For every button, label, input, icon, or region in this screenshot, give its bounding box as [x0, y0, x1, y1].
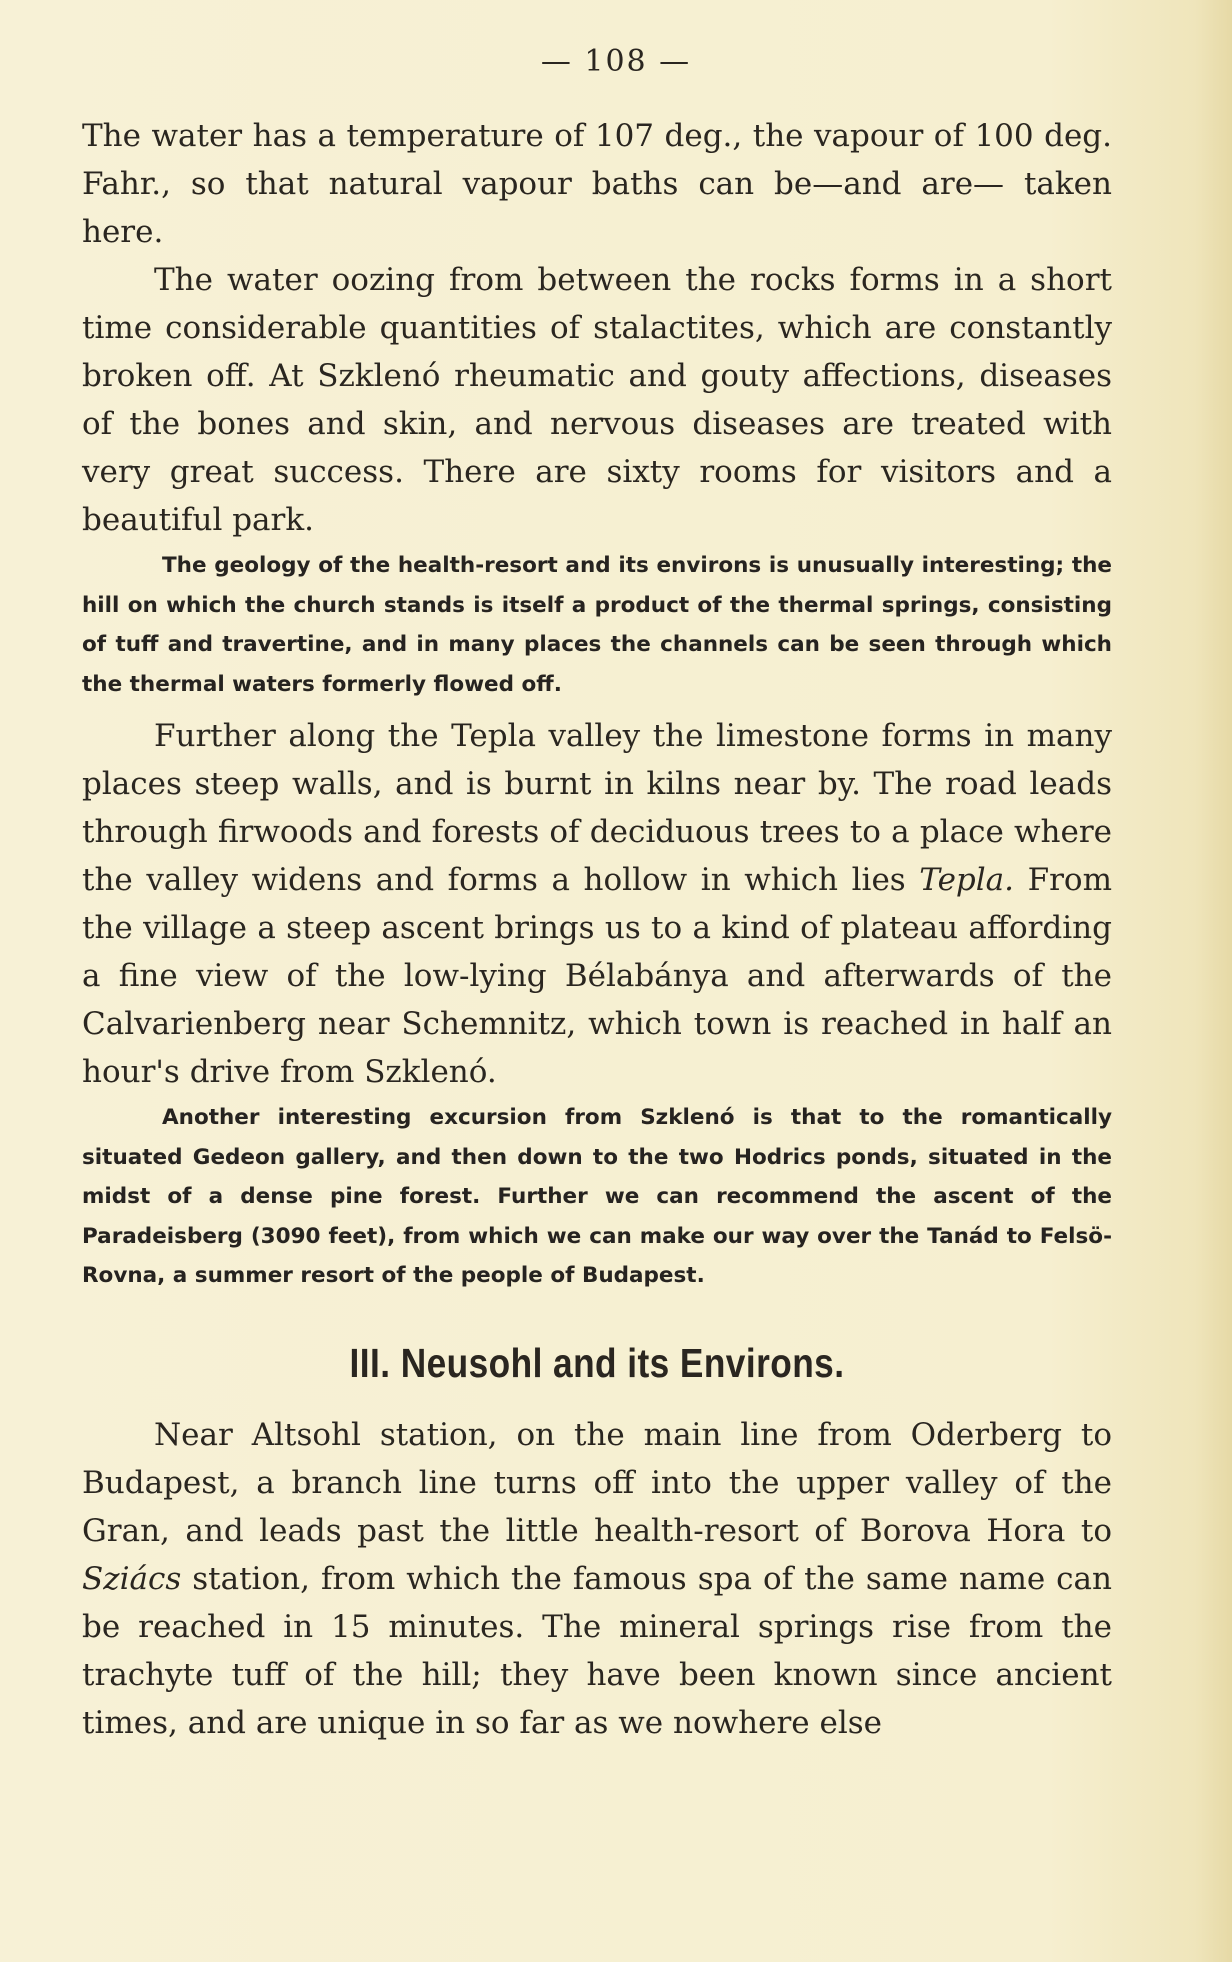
paragraph-water-temperature: The water has a temperature of 107 deg., the vapour of 100 deg. Fahr., so that natural vapour baths can be—and are— taken here. [82, 118, 1112, 250]
paragraph-tepla-valley [82, 712, 1112, 1096]
sziacs-text-start: Near Altsohl station, on the main line from Oderberg to Budapest, a branch line turns off into the upper valley of the Gran, and leads past the little health-resort of Borova Hora to [82, 1416, 1112, 1549]
tepla-place-name: Tepla. [919, 862, 1015, 898]
page-content [82, 112, 1112, 1747]
tepla-text-end: From the village a steep ascent brings us to a kind of plateau affording a fine view of the low-lying Bélabánya and afterwards of the Calvarienberg near Schemnitz, which town is reached in half an hour's drive from Szklenó. [82, 862, 1112, 1090]
tepla-text-start: Further along the Tepla valley the limestone forms in many places steep walls, and is burnt in kilns near by. The road leads through firwoods and forests of deciduous trees to a place where the valley widens and forms a hollow in which lies [82, 718, 1112, 898]
sziacs-text-end: station, from which the famous spa of the same name can be reached in 15 minutes. The mineral springs rise from the trachyte tuff of the hill; they have been known since ancient times, and are unique in so far as we nowhere else [82, 1560, 1112, 1741]
paragraph-stalactites: The water oozing from between the rocks forms in a short time considerable quantities of stalactites, which are constantly broken off. At Szklenó rheumatic and gouty affections, diseases of the bones and skin, and nervous diseases are treated with very great success. There are sixty rooms for visitors and a beautiful park. [82, 262, 1112, 538]
page-number: — 108 — [540, 44, 692, 79]
paragraph-sziacs [82, 1411, 1112, 1747]
note-geology: The geology of the health-resort and its environs is unusually interesting; the hill on which the church stands is itself a product of the thermal springs, consisting of tuff and travertine, and in many places the channels can be seen through which the thermal waters formerly flowed off. [82, 553, 1112, 697]
section-heading: III. Neusohl and its Environs. [349, 1339, 845, 1386]
note-excursion: Another interesting excursion from Szklenó is that to the romantically situated Gedeon gallery, and then down to the two Hodrics ponds, situated in the midst of a dense pine forest. Further we can recommend the ascent of the Paradeisberg (3090 feet), from which we can make our way over the Tanád to Felsö-Rovna, a summer resort of the people of Budapest. [82, 1105, 1112, 1288]
sziacs-place-name: Sziács [82, 1560, 182, 1597]
